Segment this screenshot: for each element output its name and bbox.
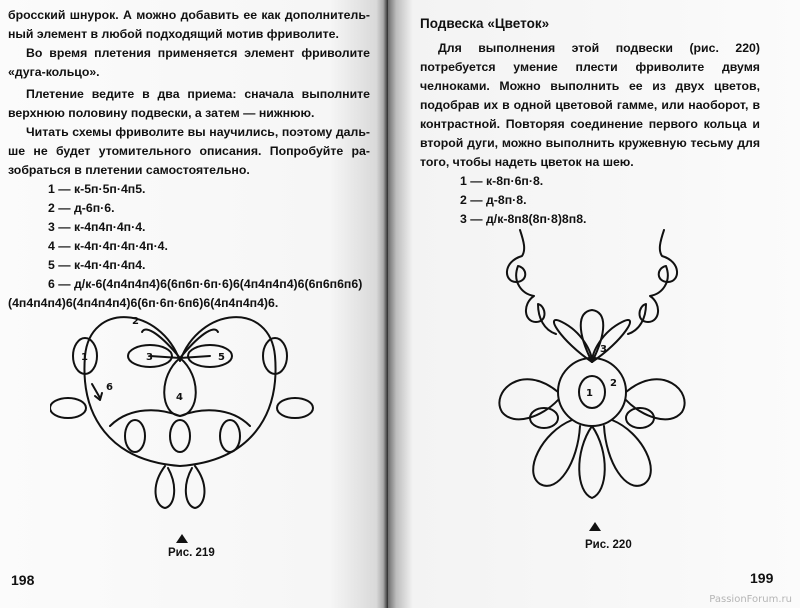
petal-bottom-left	[533, 420, 580, 486]
figure-219-diagram	[50, 296, 340, 536]
petal-bottom-right	[604, 420, 651, 486]
step-line: 3 — к-4п4п·4п·4.	[48, 220, 146, 234]
ring-side-right	[277, 398, 313, 418]
petal-left	[499, 379, 558, 419]
step-line: 1 — к-5п·5п·4п5.	[48, 182, 146, 196]
ring-bottom-center	[170, 420, 190, 452]
inner-chain	[110, 410, 250, 426]
chain-left	[507, 230, 556, 334]
figure-label: 1	[586, 388, 593, 399]
page-number: 199	[750, 570, 774, 586]
petal-bottom	[579, 426, 605, 498]
ring-side-left	[50, 398, 86, 418]
ring-lower-right	[220, 420, 240, 452]
top-petal-right	[180, 330, 218, 358]
chain-right	[628, 230, 677, 334]
step-line: (4п4п4п4)6(4п4п4п4)6(6п·6п·6п6)6(4п4п4п4)6.	[8, 296, 279, 310]
paragraph: Читать схемы фриволите вы научились, поэтому дальше не будет утомительного описания. Попробуйте разобраться в плетении самостоятельно.	[8, 125, 370, 177]
paragraph: Плетение ведите в два приема: сначала выполните верхнюю половину подвески, а затем — нижнюю.	[8, 87, 370, 120]
right-page-text	[420, 14, 760, 229]
figure-caption: Рис. 219	[168, 547, 215, 559]
step-line: 6 — д/к-6(4п4п4п4)6(6п6п·6п·6)6(4п4п4п4)6(6п6п6п6)	[48, 277, 363, 291]
figure-label: 4	[176, 392, 183, 403]
figure-marker-icon	[589, 522, 601, 531]
step-line: 1 — к-8п·6п·8.	[460, 174, 544, 188]
figure-label: 6	[106, 382, 113, 393]
bottom-drop-left	[156, 466, 175, 508]
right-page	[388, 0, 800, 608]
ring-4	[164, 358, 196, 416]
paragraph: Во время плетения применяется элемент фриволите «дуга-кольцо».	[8, 46, 370, 79]
petal-top-left	[554, 320, 592, 362]
figure-label: 2	[132, 316, 139, 327]
paragraph: бросский шнурок. А можно добавить ее как дополнительный элемент в любой подходящий мотив фриволите.	[8, 8, 370, 41]
watermark: PassionForum.ru	[709, 594, 792, 605]
bottom-drop-right	[186, 466, 205, 508]
step-line: 4 — к-4п·4п·4п·4п·4.	[48, 239, 168, 253]
left-page-text	[8, 6, 370, 313]
figure-caption: Рис. 220	[585, 539, 632, 551]
step-line: 2 — д-8п·8.	[460, 193, 527, 207]
figure-marker-icon	[176, 534, 188, 543]
figure-label: 3	[600, 344, 607, 355]
step-line: 2 — д-6п·6.	[48, 201, 115, 215]
ring-lower-left	[125, 420, 145, 452]
figure-220-diagram	[482, 222, 702, 522]
figure-label: 3	[146, 352, 153, 363]
figure-label: 2	[610, 378, 617, 389]
petal-right	[626, 379, 685, 419]
petal-top-right	[592, 320, 630, 362]
figure-label: 5	[218, 352, 225, 363]
step-line: 3 — д/к-8п8(8п·8)8п8.	[460, 212, 587, 226]
figure-label: 1	[81, 352, 88, 363]
step-line: 5 — к-4п·4п·4п4.	[48, 258, 146, 272]
section-heading: Подвеска «Цветок»	[420, 16, 550, 31]
paragraph: Для выполнения этой подвески (рис. 220) потребуется умение плести фриволите двумя челноками. Можно выполнить ее из двух цветов, подобрав их в одной цветовой гамме, или наоборот, в контрастной. Повторяя соединение первого кольца и второй дуги, можно выполнить кружевную тесьму для того, чтобы надеть цветок на шею.	[420, 41, 760, 169]
page-number: 198	[11, 572, 35, 588]
left-page	[0, 0, 388, 608]
